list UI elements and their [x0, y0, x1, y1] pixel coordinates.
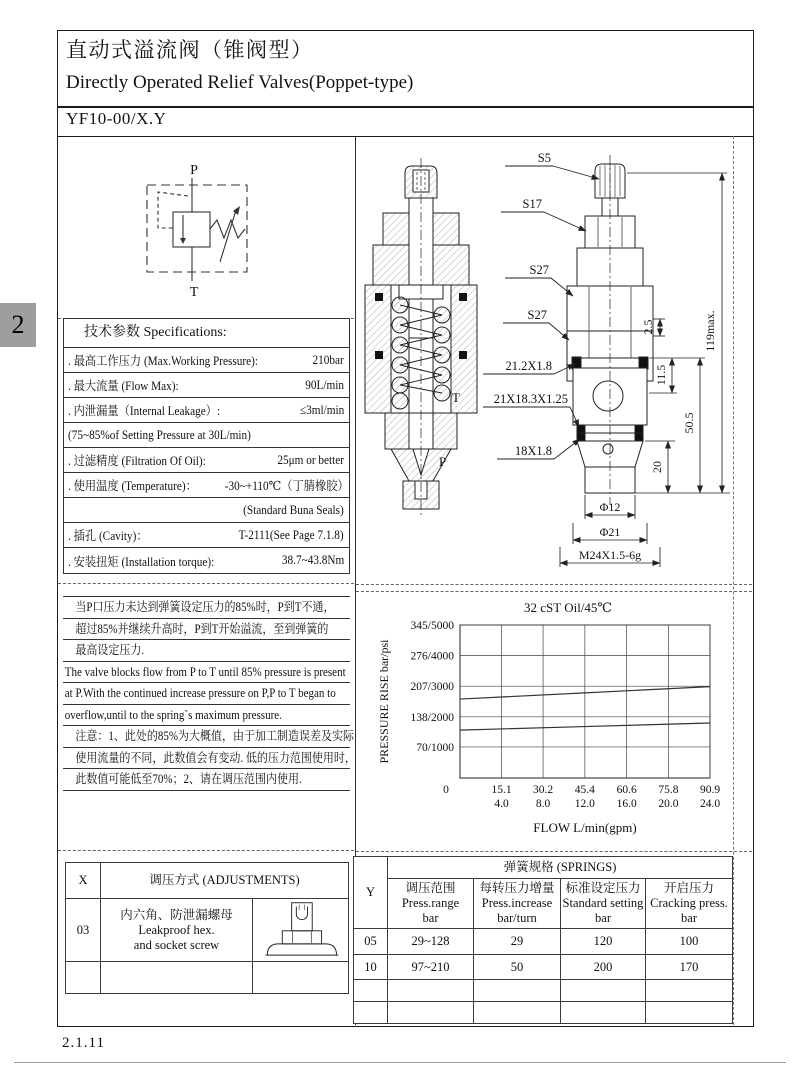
spring-value: 100: [646, 929, 733, 955]
note-line: [63, 662, 350, 684]
empty-cell: [354, 1002, 388, 1024]
note-line: [63, 769, 350, 791]
screw-drawing: [254, 899, 348, 957]
x-tick-label-gpm: 12.0: [574, 798, 595, 810]
spring-value: 29: [474, 929, 561, 955]
x-tick-label-gpm: 20.0: [658, 798, 679, 810]
cell-divider: [58, 850, 354, 851]
x-axis-label: FLOW L/min(gpm): [533, 820, 637, 835]
spec-value: T-2111(See Page 7.1.8): [239, 527, 344, 542]
title-english: Directly Operated Relief Valves(Poppet-type): [66, 72, 414, 93]
chart-title: 32 cST Oil/45℃: [524, 600, 612, 615]
empty-cell: [388, 980, 474, 1002]
y-tick-label: 70/1000: [416, 741, 454, 754]
springs-column-header-line: Cracking press.: [650, 896, 728, 910]
spec-value: 210bar: [312, 352, 344, 367]
x-tick-label-gpm: 4.0: [494, 798, 509, 810]
empty-cell: [253, 962, 349, 994]
empty-cell: [388, 1002, 474, 1024]
symbol-port-p-label: P: [190, 163, 198, 178]
dim-2-5: 2.5: [641, 319, 655, 335]
section-tab: [0, 303, 36, 347]
adjustment-code: 03: [66, 899, 101, 962]
valve-drawings: [355, 133, 755, 598]
chart-svg: [368, 596, 750, 848]
x-tick-label-lmin: 60.6: [616, 784, 637, 796]
adjustment-drawing-cell: [253, 899, 349, 962]
spec-value: -30~+110℃（丁腈橡胶）: [224, 479, 349, 493]
note-line: [63, 726, 354, 748]
note-text: 超过85%并继续升高时，P到T开始溢流，至到弹簧的: [75, 621, 329, 636]
note-text: 最高设定压力.: [75, 643, 145, 657]
dim-phi-12: Φ12: [599, 500, 621, 514]
spring-value: 200: [561, 955, 646, 980]
note-line: [63, 619, 350, 641]
x-tick-label-gpm: 24.0: [699, 798, 721, 810]
springs-column-header-line: 调压范围: [405, 881, 456, 895]
dim-20: 20: [650, 461, 664, 473]
note-text: 使用流量的不同，此数值会有变动. 低的压力范围使用时，: [75, 750, 356, 765]
x-origin-label: 0: [443, 784, 449, 796]
spring-value: 170: [646, 955, 733, 980]
x-tick-label-gpm: 8.0: [535, 798, 551, 810]
spec-value: 25μm or better: [277, 452, 344, 467]
callout-oring-18: 18X1.8: [514, 444, 552, 458]
spec-row: [64, 473, 349, 498]
model-code: YF10-00/X.Y: [66, 109, 167, 128]
springs-column-header-line: 标准设定压力: [565, 881, 641, 895]
title-chinese: 直动式溢流阀（锥阀型）: [66, 38, 314, 62]
spec-value: (Standard Buna Seals): [243, 502, 344, 517]
spec-value: 90L/min: [305, 377, 344, 392]
x-tick-label-lmin: 30.2: [532, 784, 554, 796]
y-tick-label: 345/5000: [410, 620, 454, 632]
note-line: [63, 748, 356, 770]
springs-code-column: Y: [354, 857, 388, 929]
spec-row: [64, 423, 349, 448]
callout-backup-ring: 21X18.3X1.25: [493, 392, 568, 406]
spec-label: . 最大流量 (Flow Max):: [68, 379, 179, 393]
spec-row: [64, 448, 349, 473]
x-tick-label-lmin: 90.9: [699, 784, 721, 796]
empty-cell: [561, 980, 646, 1002]
spring-code: 10: [354, 955, 388, 980]
spring-code: 05: [354, 929, 388, 955]
spring-value: 120: [561, 929, 646, 955]
empty-cell: [646, 1002, 733, 1024]
y-tick-label: 138/2000: [410, 711, 454, 724]
dim-11-5: 11.5: [654, 364, 668, 386]
springs-column-header-line: Press.range: [401, 896, 460, 910]
callout-s27-lower: S27: [527, 308, 547, 322]
valve-cross-section: [365, 158, 477, 515]
springs-section: [353, 856, 733, 1024]
springs-column-header-line: bar/turn: [497, 911, 537, 925]
section-port-p-label: P: [439, 454, 447, 469]
dim-50-5: 50.5: [682, 412, 696, 434]
specifications-rows: [64, 348, 349, 573]
empty-cell: [66, 962, 101, 994]
springs-column-header-line: Standard setting: [562, 896, 644, 910]
callout-s27-upper: S27: [529, 263, 549, 277]
spec-label: . 最高工作压力 (Max.Working Pressure):: [68, 354, 259, 368]
empty-cell: [474, 1002, 561, 1024]
adjustment-description: [101, 899, 253, 962]
spring-value: 97~210: [388, 955, 474, 980]
y-tick-label: 276/4000: [410, 650, 454, 663]
callout-oring-21-2: 21.2X1.8: [505, 359, 552, 373]
springs-table: [353, 856, 733, 1024]
note-line: [63, 705, 350, 727]
dim-phi-21: Φ21: [599, 525, 621, 539]
section-port-t-label: T: [452, 390, 460, 405]
spec-label: . 过滤精度 (Filtration Of Oil):: [68, 454, 206, 468]
springs-column-header: [388, 879, 474, 929]
note-line: [63, 597, 350, 619]
header-divider: [57, 106, 753, 108]
description-notes: [63, 596, 356, 791]
spec-row: [64, 348, 349, 373]
page-edge-line: [14, 1062, 786, 1063]
empty-cell: [354, 980, 388, 1002]
symbol-port-t-label: T: [189, 285, 199, 300]
specifications-table: [63, 318, 350, 574]
callout-s5: S5: [537, 151, 551, 165]
spec-label: . 使用温度 (Temperature)：: [68, 479, 197, 493]
springs-column-header: [474, 879, 561, 929]
springs-column-header-line: bar: [422, 911, 439, 925]
y-axis-label: PRESSURE RISE bar/psi: [377, 639, 391, 764]
x-tick-label-lmin: 45.4: [574, 784, 595, 796]
adjustment-desc-line: Leakproof hex.: [138, 922, 215, 937]
empty-cell: [101, 962, 253, 994]
springs-column-header-line: 每转压力增量: [479, 881, 555, 895]
empty-cell: [646, 980, 733, 1002]
note-text: 当P口压力未达到弹簧设定压力的85%时，P到T不通，: [75, 600, 335, 614]
springs-column-header-line: Press.increase: [481, 896, 553, 910]
y-tick-label: 207/3000: [410, 681, 454, 694]
springs-column-header-line: 开启压力: [663, 881, 714, 895]
springs-column-header: [561, 879, 646, 929]
springs-column-header-line: bar: [595, 911, 611, 925]
cell-divider: [58, 583, 354, 584]
spec-label: . 安装扭矩 (Installation torque):: [68, 554, 215, 569]
note-line: [63, 640, 350, 662]
section-tab-number: 2: [11, 310, 25, 339]
adjustments-section: [65, 862, 349, 994]
spec-label: (75~85%of Setting Pressure at 30L/min): [68, 427, 251, 442]
callout-s17: S17: [522, 197, 542, 211]
empty-cell: [561, 1002, 646, 1024]
springs-column-header: [646, 879, 733, 929]
x-tick-label-gpm: 16.0: [616, 798, 637, 810]
springs-column-header-line: bar: [681, 911, 697, 925]
empty-cell: [474, 980, 561, 1002]
note-text: The valve blocks flow from P to T until 85% pressure is present: [64, 664, 346, 679]
note-text: 此数值可能低至70%；2、请在调压范围内使用.: [75, 772, 302, 786]
x-tick-label-lmin: 75.8: [658, 784, 679, 796]
spec-row: [64, 398, 349, 423]
note-text: 注意：1、此处的85%为大概值，由于加工制造误差及实际: [75, 729, 354, 743]
spec-label: . 内泄漏量（Internal Leakage）:: [68, 404, 221, 418]
springs-header: 弹簧规格 (SPRINGS): [388, 857, 733, 879]
hydraulic-symbol: [95, 148, 315, 313]
spec-row: [64, 373, 349, 398]
spec-row: [64, 498, 349, 523]
adjustment-desc-line: and socket screw: [133, 937, 220, 952]
dim-119-max: 119max.: [703, 310, 717, 352]
adjustments-table: [65, 862, 349, 994]
note-text: overflow,until to the spring`s maximum pressure.: [64, 707, 282, 722]
adjustments-code-column: X: [66, 863, 101, 899]
spec-label: . 插孔 (Cavity)：: [68, 529, 148, 543]
spring-value: 50: [474, 955, 561, 980]
spec-row: [64, 548, 349, 573]
spring-value: 29~128: [388, 929, 474, 955]
pressure-flow-chart: [368, 596, 750, 853]
spec-row: [64, 523, 349, 548]
dim-thread-m24: M24X1.5-6g: [578, 548, 642, 562]
note-line: [63, 683, 350, 705]
adjustment-desc-line: 内六角、防泄漏螺母: [120, 907, 233, 922]
spec-value: ≤3ml/min: [299, 402, 344, 417]
page-number: 2.1.11: [62, 1035, 105, 1051]
adjustments-header: 调压方式 (ADJUSTMENTS): [101, 863, 349, 899]
spec-value: 38.7~43.8Nm: [281, 553, 344, 567]
specifications-heading: 技术参数 Specifications:: [64, 319, 349, 348]
x-tick-label-lmin: 15.1: [491, 784, 512, 796]
note-text: at P.With the continued increase pressure on P,P to T began to: [64, 686, 336, 700]
